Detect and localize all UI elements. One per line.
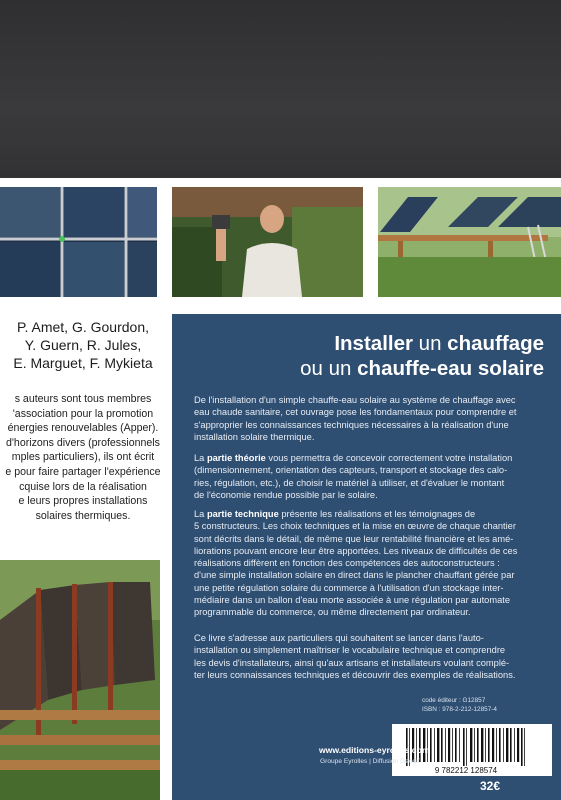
text-line: les devis d'installateurs, ainsi qu'aux artisans et installateurs voulant complé- — [194, 657, 510, 668]
bio-line: s auteurs sont tous membres — [14, 393, 152, 405]
text-line: (dimensionnement, orientation des capteurs, transport et stockage des calo- — [194, 465, 508, 476]
text-line: programmable du commerce, ou même directement par ordinateur. — [194, 607, 471, 618]
text-fragment: présente les réalisations et les témoignages de — [278, 509, 476, 519]
cover-top-dark-area — [0, 0, 561, 178]
audience-paragraph — [194, 632, 548, 681]
title-word: chauffage — [447, 332, 544, 355]
title-line-2 — [172, 357, 544, 381]
bio-line: e leurs propres installations — [18, 495, 148, 508]
text-line: eau chaude sanitaire, cet ouvrage pose les fondamentaux pour comprendre et — [194, 407, 517, 418]
barcode-number: 9 782212 128574 — [434, 766, 498, 775]
text-line — [194, 452, 548, 464]
text-line: liorations pouvant encore leur être apportées. Les niveaux de difficultés de ces — [194, 545, 518, 556]
text-line: réalisations diffèrent en fonction des compétences des autoconstructeurs : — [194, 558, 500, 569]
text-fragment: vous permettra de concevoir correctement votre installation — [265, 453, 513, 463]
text-line: une petite régulation solaire du commerce à l'utilisation d'un stockage inter- — [194, 582, 504, 593]
price-label: 32€ — [480, 779, 501, 793]
theory-paragraph — [194, 452, 548, 501]
text-line: de l'économie rendue possible par le solaire. — [194, 489, 378, 500]
author-line: E. Marguet, F. Mykieta — [13, 355, 153, 371]
back-cover-panel — [172, 314, 561, 800]
publisher-code: code éditeur : G12857 — [422, 697, 486, 704]
text-line: ter leurs connaissances techniques et découvrir des exemples de réalisations. — [194, 669, 516, 680]
wooden-structure-photo — [0, 560, 160, 800]
publisher-website: www.editions-eyrolles.com — [319, 745, 430, 755]
publisher-group: Groupe Eyrolles | Diffusion Geodif — [320, 758, 420, 765]
bio-line: 'association pour la promotion — [12, 407, 154, 420]
publisher-codes — [422, 697, 552, 714]
text-line: ries, régulation, etc.), de choisir le matériel à utiliser, et d'évaluer le montant — [194, 477, 505, 488]
text-line: sont décrits dans le détail, de même que leur rentabilité financière et les amé- — [194, 533, 514, 544]
text-line: médiaire dans un ballon d'eau morte associée à une régulation par automate — [194, 595, 511, 606]
bio-line: cquise lors de la réalisation — [19, 480, 147, 493]
text-line: installation ou simplement maîtriser le vocabulaire technique et comprendre — [194, 645, 506, 656]
bio-line: mples particuliers), ils ont écrit — [11, 451, 155, 464]
highlight-term: partie technique — [206, 509, 279, 519]
isbn: ISBN : 978-2-212-12857-4 — [422, 705, 497, 713]
bio-line: solaires thermiques. — [35, 509, 131, 522]
text-line: s'approprier les connaissances techniques nécessaires à la réalisation d'une — [194, 419, 509, 430]
text-line: 5 constructeurs. Les choix techniques et la mise en œuvre de chaque chantier — [194, 521, 516, 532]
title-word: chauffe-eau solaire — [357, 357, 544, 380]
text-fragment: La — [194, 453, 207, 463]
text-line — [194, 508, 548, 520]
author-line: P. Amet, G. Gourdon, — [16, 319, 150, 335]
text-fragment: La — [194, 509, 207, 519]
solar-panel-photo — [0, 187, 157, 297]
technical-paragraph — [194, 508, 548, 619]
builder-portrait-photo — [172, 187, 363, 297]
bio-line: énergies renouvelables (Apper). — [7, 422, 159, 435]
title-word: Installer — [334, 332, 413, 355]
text-line: d'une simple installation solaire en direct dans le plancher chauffant gérée par — [194, 570, 515, 581]
authors-column — [0, 318, 166, 523]
title-line-1 — [172, 332, 544, 356]
authors-names — [0, 318, 166, 372]
title-word: ou un — [300, 357, 358, 380]
pergola-panels-photo — [378, 187, 561, 297]
bio-line: e pour faire partager l'expérience — [5, 465, 161, 478]
highlight-term: partie théorie — [206, 453, 266, 463]
bio-line: d'horizons divers (professionnels — [6, 436, 160, 449]
text-line: installation solaire thermique. — [194, 431, 315, 442]
authors-bio — [0, 392, 166, 523]
title-word: un — [412, 332, 448, 355]
author-line: Y. Guern, R. Jules, — [24, 337, 142, 353]
text-line: De l'installation d'un simple chauffe-eau solaire au système de chauffage avec — [194, 395, 516, 405]
intro-paragraph — [194, 394, 548, 443]
text-line: Ce livre s'adresse aux particuliers qui souhaitent se lancer dans l'auto- — [194, 633, 484, 643]
